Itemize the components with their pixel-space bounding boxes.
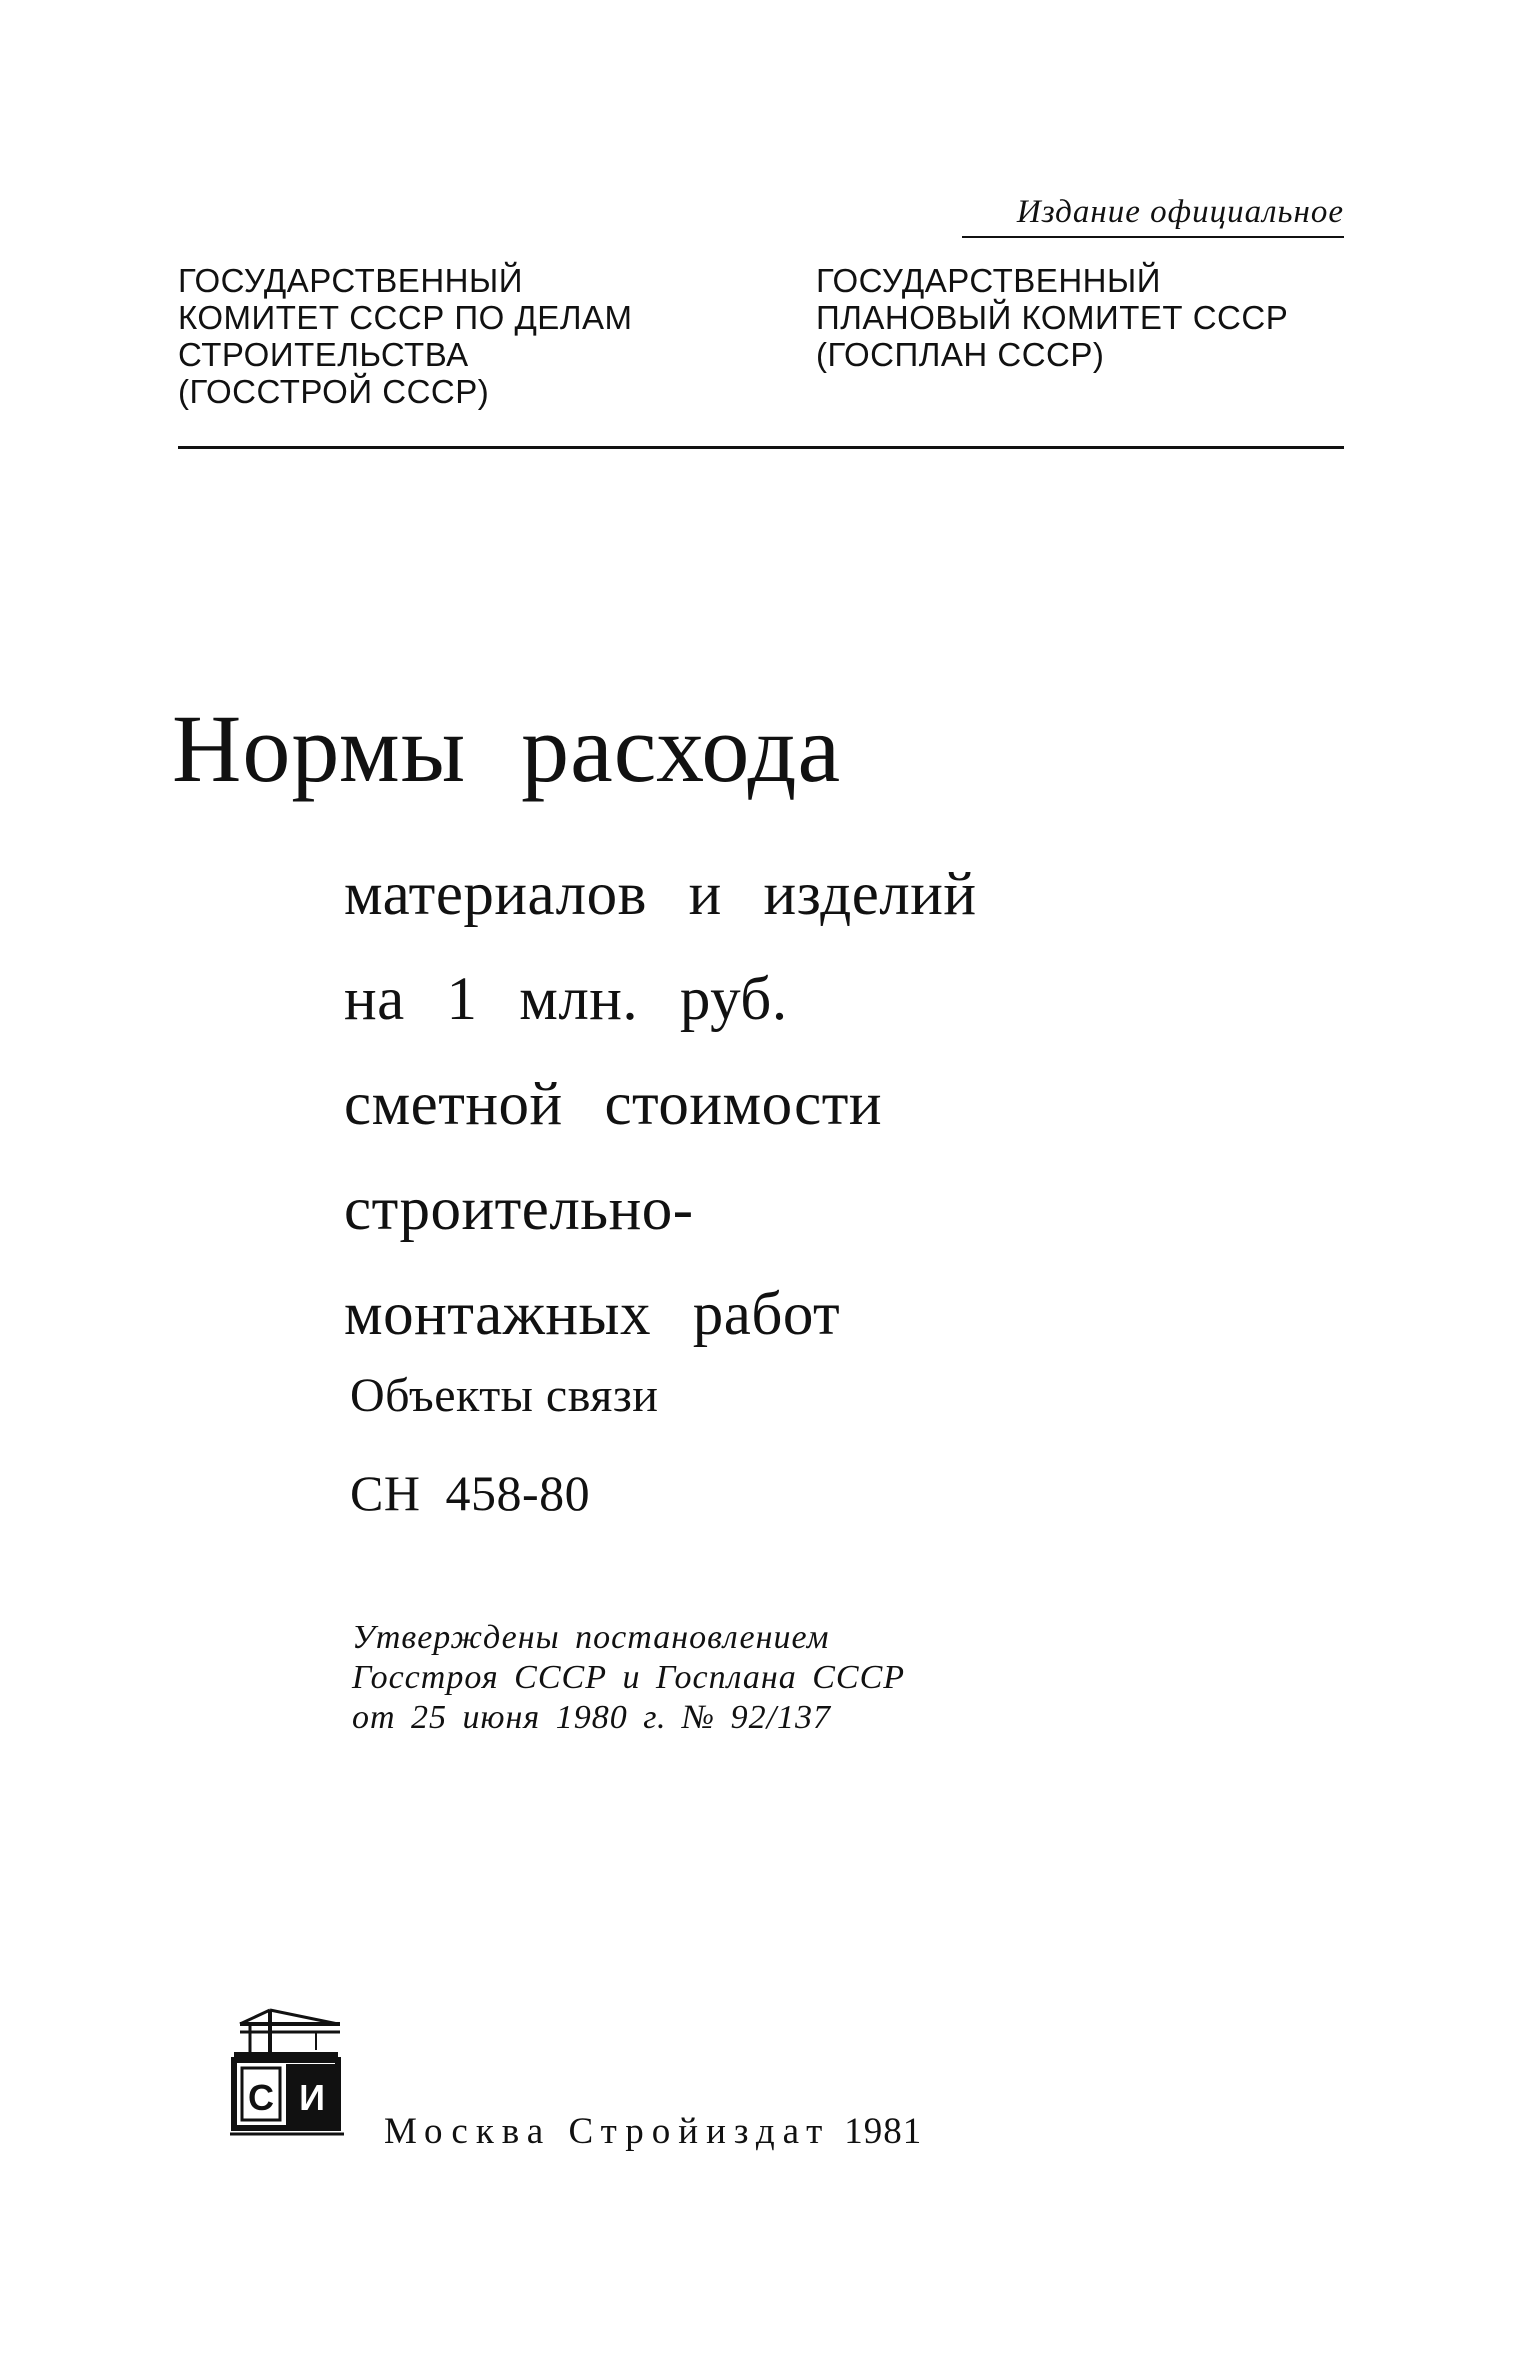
logo-letter-s: С (248, 2077, 274, 2118)
logo-letter-i: И (299, 2077, 325, 2118)
subtitle-line: монтажных работ (344, 1281, 841, 1348)
org-line: (ГОСПЛАН СССР) (816, 336, 1105, 373)
publisher-name: Москва Стройиздат (384, 2111, 831, 2152)
subtitle-line: на 1 млн. руб. (344, 966, 788, 1033)
object-type: Объекты связи (350, 1369, 659, 1422)
document-subtitle (344, 842, 977, 1367)
publication-year: 1981 (844, 2111, 923, 2152)
org-line: ГОСУДАРСТВЕННЫЙ (816, 262, 1161, 299)
stroyizdat-logo-icon (220, 2002, 390, 2152)
document-title: Нормы расхода (172, 695, 842, 802)
org-line: ПЛАНОВЫЙ КОМИТЕТ СССР (816, 299, 1289, 336)
approval-line: Госстроя СССР и Госплана СССР (352, 1659, 906, 1696)
approval-line: от 25 июня 1980 г. № 92/137 (352, 1699, 832, 1736)
org-line: СТРОИТЕЛЬСТВА (178, 336, 469, 373)
org-line: (ГОССТРОЙ СССР) (178, 373, 490, 410)
official-edition-label: Издание официальное (1016, 194, 1344, 230)
subtitle-line: строительно- (344, 1176, 694, 1243)
org-line: ГОСУДАРСТВЕННЫЙ (178, 262, 523, 299)
document-code: СН 458-80 (350, 1465, 591, 1521)
approval-note (352, 1618, 905, 1738)
header-divider (178, 446, 1344, 449)
subtitle-line: материалов и изделий (344, 861, 977, 928)
approval-line: Утверждены постановлением (352, 1619, 830, 1656)
publisher-imprint (384, 2110, 922, 2154)
official-edition-underline (962, 236, 1344, 238)
org-line: КОМИТЕТ СССР ПО ДЕЛАМ (178, 299, 633, 336)
gosplan-org-block (816, 262, 1288, 373)
subtitle-line: сметной стоимости (344, 1071, 883, 1138)
gosstroy-org-block (178, 262, 632, 410)
